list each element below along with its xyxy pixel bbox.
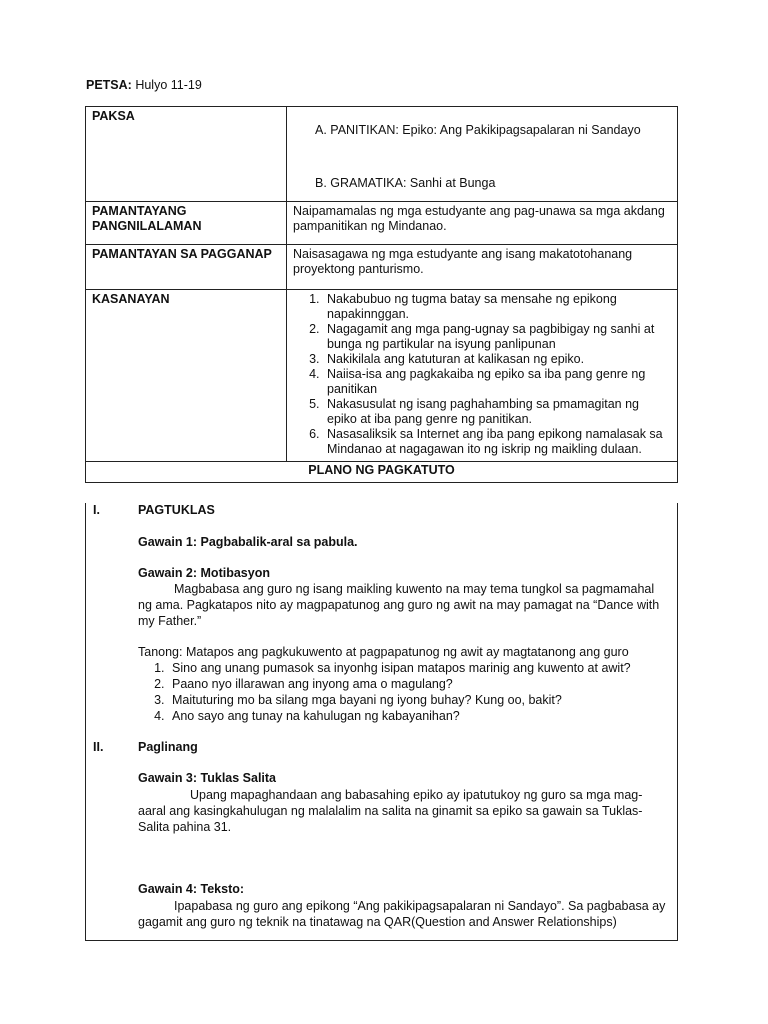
kasanayan-row (86, 290, 678, 462)
kasanayan-item: 6. Nasasaliksik sa Internet ang iba pang epikong namalasak sa Mindanao at nagagawan ito ng iskrip ng maikling dulaan. (323, 427, 671, 457)
section-1-title: PAGTUKLAS (138, 503, 215, 517)
pamantayan-sa-pagganap-text: Naisasagawa ng mga estudyante ang isang makatotohanang proyektong panturismo. (287, 245, 678, 290)
paksa-label: PAKSA (86, 107, 287, 202)
paksa-item-b: B. GRAMATIKA: Sanhi at Bunga (315, 176, 496, 190)
kasanayan-list (293, 292, 671, 457)
question-item: 2. Paano nyo illarawan ang inyong ama o magulang? (168, 676, 631, 692)
kasanayan-label: KASANAYAN (86, 290, 287, 462)
plano-content-box (85, 503, 678, 941)
gawain-4-line-1: Ipapabasa ng guro ang epikong “Ang pakikipagsapalaran ni Sandayo”. Sa pagbabasa ay (174, 899, 666, 913)
gawain-4-text: Gawain 4: Teksto: (138, 882, 245, 896)
plano-row (86, 462, 678, 483)
paksa-content (287, 107, 678, 202)
section-2-title: Paglinang (138, 740, 198, 754)
gawain-4-title (138, 882, 244, 897)
pamantayan-sa-pagganap-row (86, 245, 678, 290)
question-item: 4. Ano sayo ang tunay na kahulugan ng kabayanihan? (168, 708, 631, 724)
pamantayang-pangnilalaman-row (86, 202, 678, 245)
section-1-number: I. (93, 503, 100, 517)
gawain-2-line-3: my Father.” (138, 614, 202, 628)
kasanayan-item: 2. Nagagamit ang mga pang-ugnay sa pagbibigay ng sanhi at bunga ng partikular na isyung panlipunan (323, 322, 671, 352)
section-2-number: II. (93, 740, 104, 754)
kasanayan-item: 4. Naiisa-isa ang pagkakaiba ng epiko sa iba pang genre ng panitikan (323, 367, 671, 397)
gawain-2-text: Gawain 2: Motibasyon (138, 566, 270, 580)
date-label: PETSA: (86, 78, 132, 92)
gawain-3-line-1: Upang mapaghandaan ang babasahing epiko ay ipatutukoy ng guro sa mga mag- (190, 788, 643, 802)
date-line (86, 78, 202, 92)
kasanayan-item: 1. Nakabubuo ng tugma batay sa mensahe ng epikong napakinnggan. (323, 292, 671, 322)
gawain-2-line-2: ng ama. Pagkatapos nito ay magpapatunog ang guro ng awit na may pamagat na “Dance with (138, 598, 660, 612)
question-list (138, 660, 631, 724)
question-item: 3. Maituturing mo ba silang mga bayani ng iyong buhay? Kung oo, bakit? (168, 692, 631, 708)
gawain-3-text: Gawain 3: Tuklas Salita (138, 771, 277, 785)
gawain-1-text: Gawain 1: Pagbabalik-aral sa pabula. (138, 535, 358, 549)
pamantayan-sa-pagganap-label: PAMANTAYAN SA PAGGANAP (86, 245, 287, 290)
kasanayan-content (287, 290, 678, 462)
paksa-row (86, 107, 678, 202)
pamantayang-pangnilalaman-text: Naipamamalas ng mga estudyante ang pag-unawa sa mga akdang pampanitikan ng Mindanao. (287, 202, 678, 245)
kasanayan-item: 3. Nakikilala ang katuturan at kalikasan ng epiko. (323, 352, 671, 367)
gawain-3-line-2: aaral ang kasingkahulugan ng malalalim na salita na ginamit sa epiko sa gawain sa Tuklas- (138, 804, 643, 818)
plano-heading: PLANO NG PAGKATUTO (86, 462, 678, 483)
gawain-3-title (138, 771, 276, 786)
date-value: Hulyo 11-19 (135, 78, 202, 92)
tanong-line: Tanong: Matapos ang pagkukuwento at pagpapatunog ng awit ay magtatanong ang guro (138, 645, 629, 659)
question-item: 1. Sino ang unang pumasok sa inyonhg isipan matapos marinig ang kuwento at awit? (168, 660, 631, 676)
gawain-3-line-3: Salita pahina 31. (138, 820, 232, 834)
gawain-2-title (138, 566, 270, 581)
gawain-1-title (138, 535, 358, 550)
gawain-2-line-1: Magbabasa ang guro ng isang maikling kuwento na may tema tungkol sa pagmamahal (174, 582, 655, 596)
gawain-4-line-2: gagamit ang guro ng teknik na tinatawag na QAR(Question and Answer Relationships) (138, 915, 617, 929)
paksa-item-a: A. PANITIKAN: Epiko: Ang Pakikipagsapalaran ni Sandayo (315, 123, 641, 137)
kasanayan-item: 5. Nakasusulat ng isang paghahambing sa pmamagitan ng epiko at iba pang genre ng panitikan. (323, 397, 671, 427)
pamantayang-pangnilalaman-label: PAMANTAYANG PANGNILALAMAN (86, 202, 287, 245)
lesson-plan-table (85, 106, 678, 483)
